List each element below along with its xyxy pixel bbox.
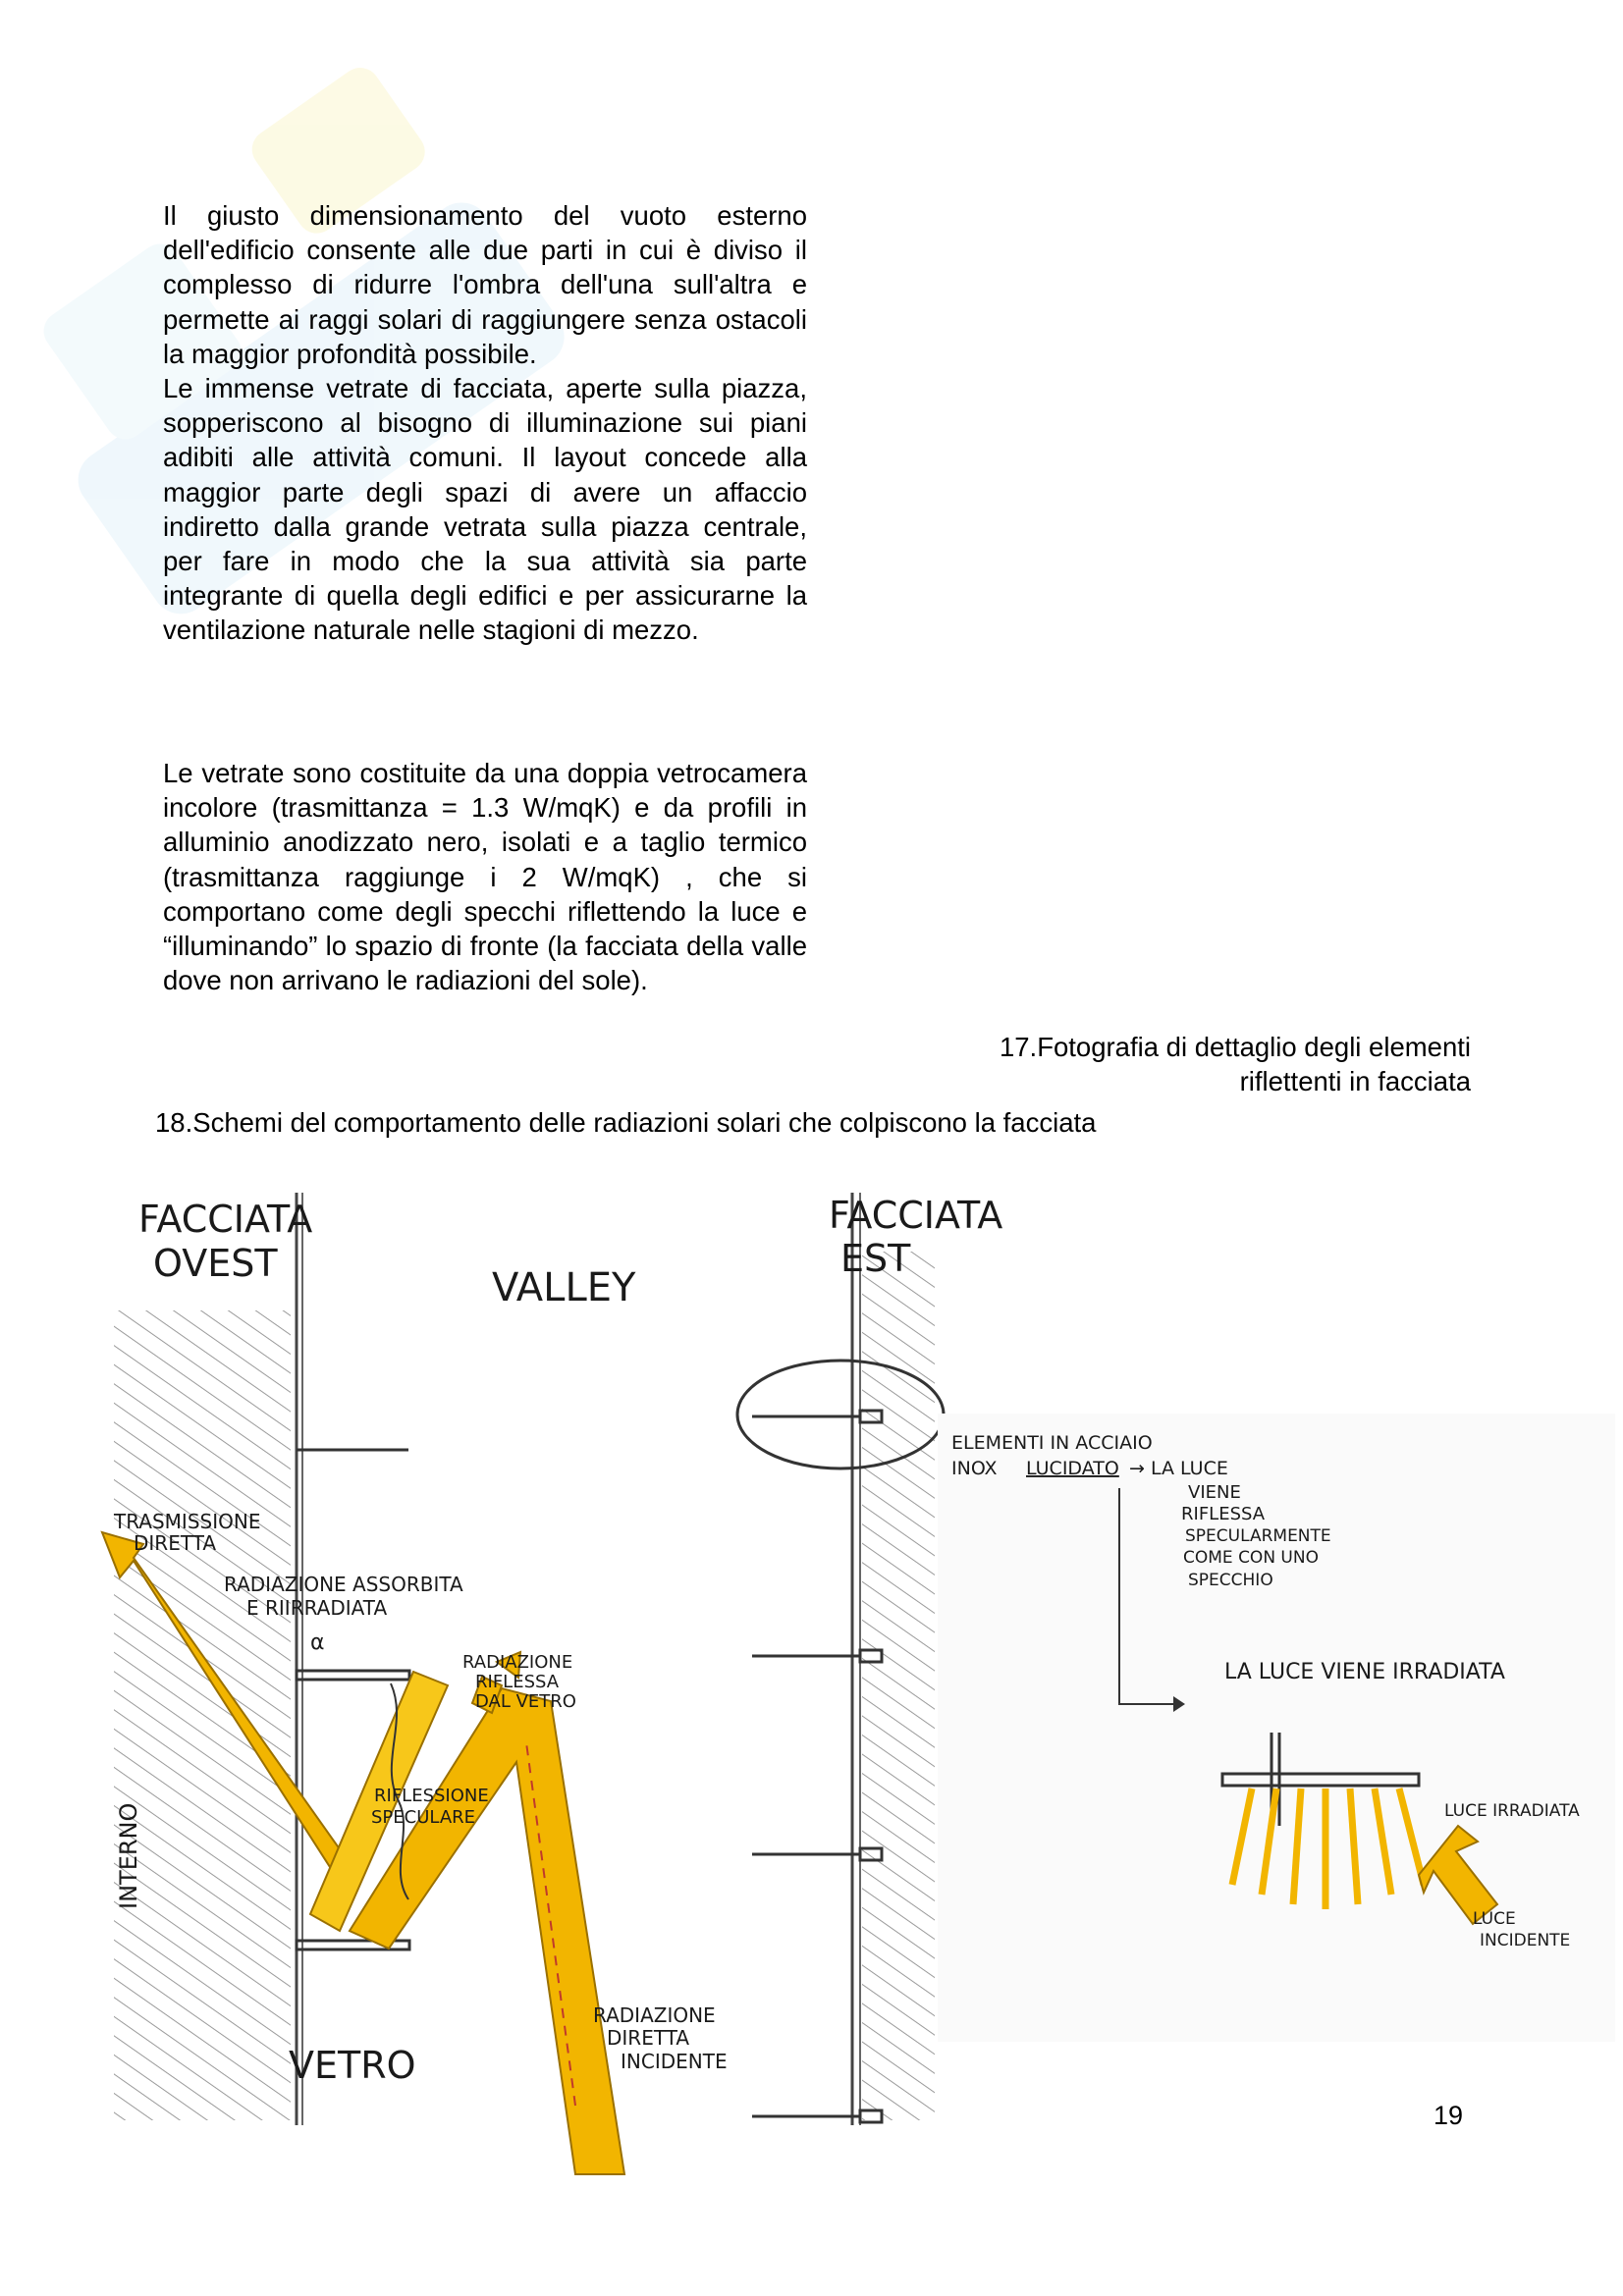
- note-elementi-1: ELEMENTI IN ACCIAIO: [951, 1432, 1153, 1454]
- note-elementi-6: RIFLESSA: [1181, 1504, 1266, 1524]
- label-assorbita-1: RADIAZIONE ASSORBITA: [224, 1573, 463, 1596]
- note-elementi-2: INOX: [951, 1458, 998, 1479]
- label-diretta-2: DIRETTA: [607, 2026, 690, 2050]
- steel-element-sketch: [938, 1414, 1615, 2042]
- label-facciata-est-1: FACCIATA: [829, 1194, 1003, 1237]
- note-elementi-9: SPECCHIO: [1188, 1571, 1273, 1590]
- west-wall-hatch: [114, 1310, 291, 2120]
- note-elementi-7: SPECULARMENTE: [1185, 1526, 1331, 1546]
- paragraph-1-sentence-2: Le immense vetrate di facciata, aperte sulla piazza, sopperiscono al bisogno di illuminazione sui piani adibiti alle attività comuni. Il layout concede alla maggior parte degli spazi di avere un affaccio indiretto dalla grande vetrata sulla piazza centrale, per fare in modo che la sua attività sia parte integrante di quella degli edifici e per assicurarne la ventilazione naturale nelle stagioni di mezzo.: [163, 373, 807, 646]
- caption-figure-17: [882, 1030, 1471, 1098]
- label-trasmissione-2: DIRETTA: [134, 1531, 217, 1555]
- paragraph-1: [163, 198, 807, 648]
- note-elementi-5: VIENE: [1188, 1482, 1241, 1503]
- note-elementi-4: → LA LUCE: [1129, 1458, 1228, 1479]
- label-diretta-3: INCIDENTE: [621, 2050, 728, 2073]
- label-valley: VALLEY: [492, 1265, 636, 1310]
- page-number: 19: [1434, 2101, 1464, 2130]
- caption-17-line-1: 17.Fotografia di dettaglio degli elementi: [999, 1032, 1471, 1062]
- label-vetro: VETRO: [289, 2044, 416, 2087]
- label-riflessa-3: DAL VETRO: [475, 1691, 576, 1712]
- note-luce-incidente-1: LUCE: [1473, 1909, 1516, 1929]
- label-trasmissione-1: TRASMISSIONE: [114, 1510, 261, 1533]
- label-facciata-est-2: EST: [840, 1237, 911, 1280]
- label-facciata-ovest-1: FACCIATA: [138, 1198, 313, 1241]
- note-elementi-3: LUCIDATO: [1026, 1458, 1119, 1479]
- label-riflessa-1: RADIAZIONE: [462, 1652, 573, 1673]
- label-interno: INTERNO: [115, 1802, 142, 1909]
- paragraph-1-sentence-1: Il giusto dimensionamento del vuoto esterno dell'edificio consente alle due parti in cui è diviso il complesso di ridurre l'ombra dell'una sull'altra e permette ai raggi solari di raggiungere senza ostacoli la maggior profondità possibile.: [163, 200, 807, 369]
- note-luce-irradiata: LUCE IRRADIATA: [1444, 1801, 1580, 1821]
- label-facciata-ovest-2: OVEST: [153, 1242, 278, 1285]
- label-riflessa-2: RIFLESSA: [475, 1672, 560, 1692]
- paragraph-2: Le vetrate sono costituite da una doppia vetrocamera incolore (trasmittanza = 1.3 W/mqK) e da profili in alluminio anodizzato nero, isolati e a taglio termico (trasmittanza raggiunge i 2 W/mqK) , che si comportano come degli specchi riflettendo la luce e “illuminando” lo spazio di fronte (la facciata della valle dove non arrivano le radiazioni del sole).: [163, 758, 807, 996]
- label-assorbita-2: E RIIRRADIATA: [246, 1596, 388, 1620]
- note-luce-incidente-2: INCIDENTE: [1480, 1931, 1571, 1950]
- label-diretta-1: RADIAZIONE: [593, 2003, 716, 2027]
- caption-17-line-2: riflettenti in facciata: [1239, 1066, 1471, 1096]
- note-irradiata-title: LA LUCE VIENE IRRADIATA: [1224, 1660, 1505, 1684]
- label-riflessione-1: RIFLESSIONE: [374, 1786, 489, 1806]
- note-elementi-8: COME CON UNO: [1183, 1548, 1319, 1568]
- caption-figure-18: 18.Schemi del comportamento delle radiazioni solari che colpiscono la facciata: [155, 1107, 1097, 1138]
- label-alpha-1: α: [310, 1630, 325, 1655]
- label-riflessione-2: SPECULARE: [371, 1807, 476, 1828]
